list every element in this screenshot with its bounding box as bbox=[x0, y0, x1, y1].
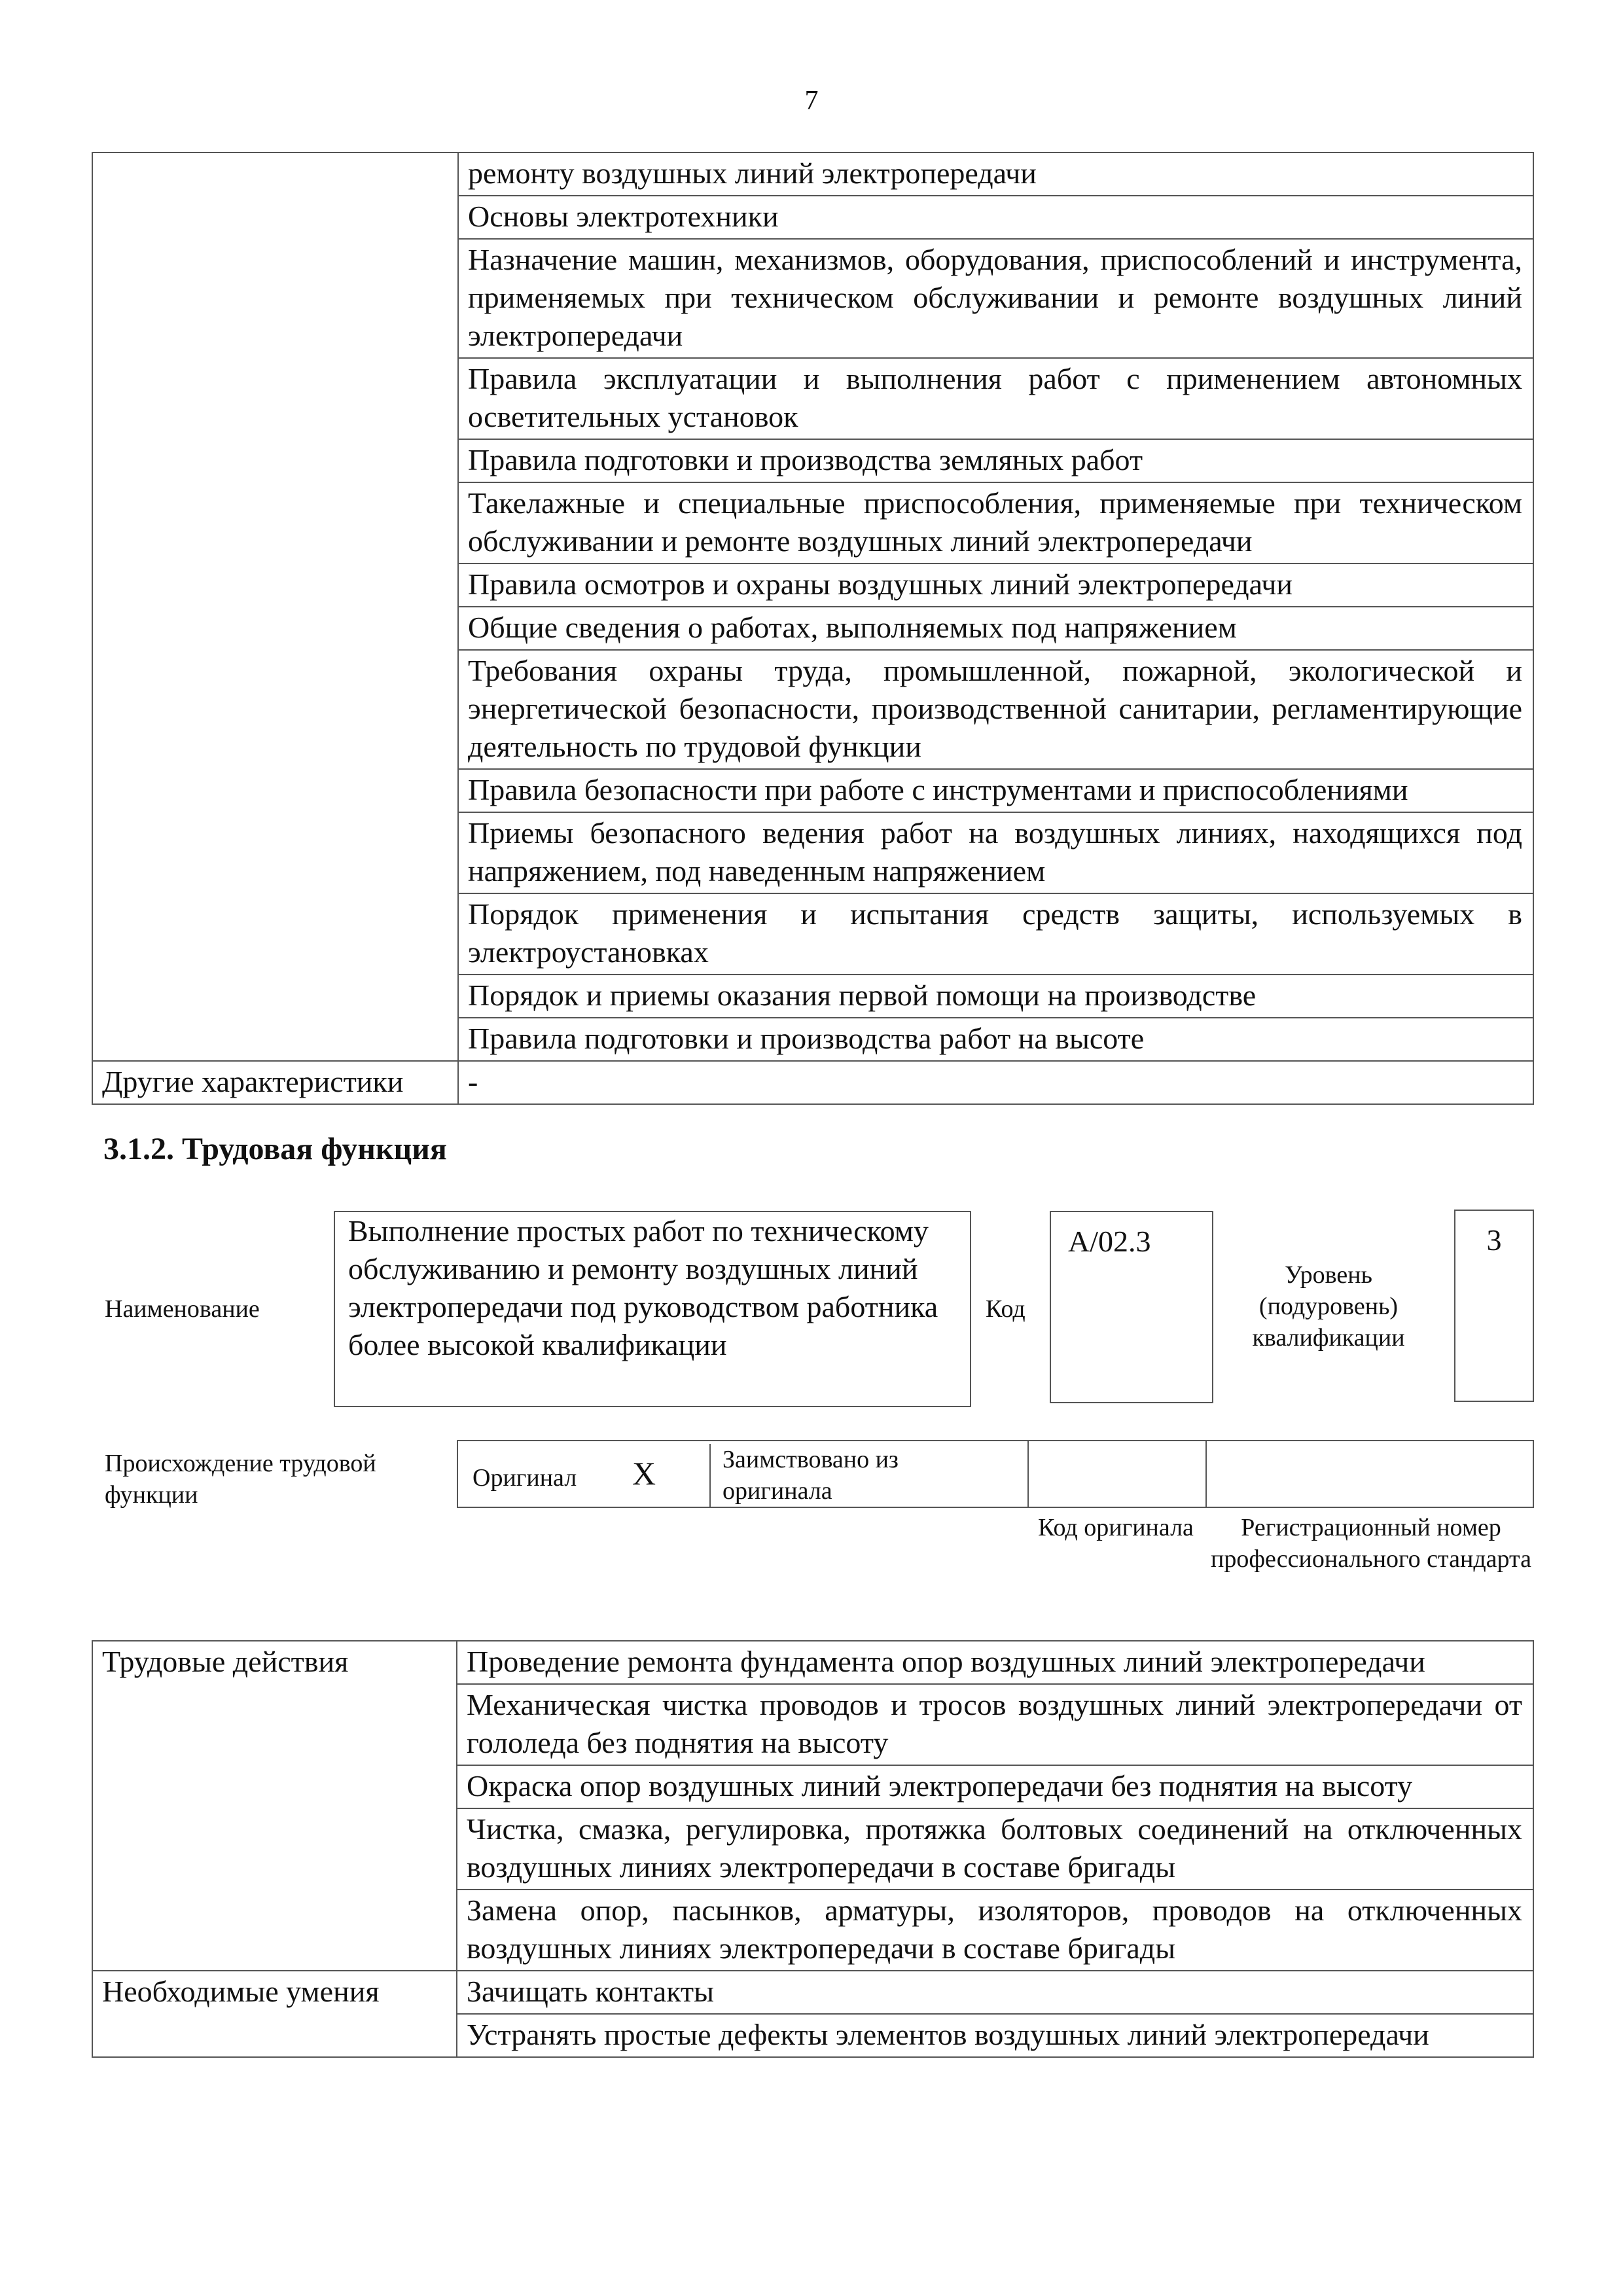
table-cell: Назначение машин, механизмов, оборудования, приспособлений и инструмента, применяемых при техническом обслуживании и ремонте воздушных линий электропередачи bbox=[458, 239, 1533, 358]
table-row bbox=[92, 1971, 1533, 2014]
table-cell: Замена опор, пасынков, арматуры, изоляторов, проводов на отключенных воздушных линиях электропередачи в составе бригады bbox=[457, 1890, 1533, 1971]
original-code-cell bbox=[1027, 1441, 1207, 1507]
original-mark: X bbox=[632, 1455, 656, 1492]
table-cell: Зачищать контакты bbox=[457, 1971, 1533, 2014]
original-label: Оригинал bbox=[473, 1464, 577, 1492]
skills-label: Необходимые умения bbox=[92, 1971, 457, 2057]
function-name-value: Выполнение простых работ по техническому обслуживанию и ремонту воздушных линий электропередачи под руководством работника более высокой квалификации bbox=[348, 1214, 938, 1361]
table-cell: Приемы безопасного ведения работ на воздушных линиях, находящихся под напряжением, под наведенным напряжением bbox=[458, 812, 1533, 893]
table-cell: Механическая чистка проводов и тросов воздушных линий электропередачи от гололеда без поднятия на высоту bbox=[457, 1684, 1533, 1765]
table-row bbox=[92, 1061, 1533, 1104]
table-cell: Чистка, смазка, регулировка, протяжка болтовых соединений на отключенных воздушных линиях электропередачи в составе бригады bbox=[457, 1808, 1533, 1890]
table-cell: Правила осмотров и охраны воздушных линий электропередачи bbox=[458, 564, 1533, 607]
code-caption: Код оригинала bbox=[1038, 1514, 1194, 1541]
table-row bbox=[92, 152, 1533, 196]
actions-table bbox=[92, 1640, 1534, 2058]
level-value: 3 bbox=[1486, 1223, 1502, 1257]
table-cell: Правила безопасности при работе с инструментами и приспособлениями bbox=[458, 769, 1533, 812]
table-cell: Правила подготовки и производства земляных работ bbox=[458, 439, 1533, 482]
table-cell: ремонту воздушных линий электропередачи bbox=[458, 152, 1533, 196]
reg-number-cell bbox=[1205, 1441, 1533, 1507]
other-characteristics-value: - bbox=[458, 1061, 1533, 1104]
reg-caption: Регистрационный номер профессионального стандарта bbox=[1211, 1514, 1531, 1573]
code-label: Код bbox=[986, 1295, 1026, 1323]
function-name-box bbox=[334, 1211, 971, 1407]
level-box bbox=[1454, 1210, 1534, 1402]
table-row bbox=[92, 1641, 1533, 1684]
table-cell: Такелажные и специальные приспособления, применяемые при техническом обслуживании и ремонте воздушных линий электропередачи bbox=[458, 482, 1533, 564]
section-heading: 3.1.2. Трудовая функция bbox=[103, 1132, 447, 1166]
table-cell: Общие сведения о работах, выполняемых под напряжением bbox=[458, 607, 1533, 650]
table-cell: Проведение ремонта фундамента опор воздушных линий электропередачи bbox=[457, 1641, 1533, 1684]
knowledge-table bbox=[92, 152, 1534, 1105]
name-label: Наименование bbox=[105, 1295, 260, 1323]
table-cell: Основы электротехники bbox=[458, 196, 1533, 239]
actions-label: Трудовые действия bbox=[92, 1641, 457, 1971]
page-number: 7 bbox=[804, 86, 819, 116]
table-cell: Порядок применения и испытания средств защиты, используемых в электроустановках bbox=[458, 893, 1533, 975]
other-characteristics-label: Другие характеристики bbox=[92, 1061, 458, 1104]
borrowed-label: Заимствовано из оригинала bbox=[709, 1444, 1010, 1507]
function-code-box bbox=[1050, 1211, 1213, 1403]
table-cell: Окраска опор воздушных линий электропередачи без поднятия на высоту bbox=[457, 1765, 1533, 1808]
table-cell: Правила эксплуатации и выполнения работ с применением автономных осветительных установок bbox=[458, 358, 1533, 439]
origin-row bbox=[457, 1440, 1534, 1508]
empty-label-cell bbox=[92, 152, 458, 1061]
function-code-value: A/02.3 bbox=[1068, 1225, 1151, 1258]
table-cell: Устранять простые дефекты элементов воздушных линий электропередачи bbox=[457, 2014, 1533, 2057]
table-cell: Порядок и приемы оказания первой помощи на производстве bbox=[458, 975, 1533, 1018]
table-cell: Правила подготовки и производства работ на высоте bbox=[458, 1018, 1533, 1061]
origin-label: Происхождение трудовой функции bbox=[105, 1450, 376, 1509]
level-label: Уровень (подуровень) квалификации bbox=[1252, 1261, 1405, 1352]
table-cell: Требования охраны труда, промышленной, пожарной, экологической и энергетической безопасности, производственной санитарии, регламентирующие деятельность по трудовой функции bbox=[458, 650, 1533, 769]
